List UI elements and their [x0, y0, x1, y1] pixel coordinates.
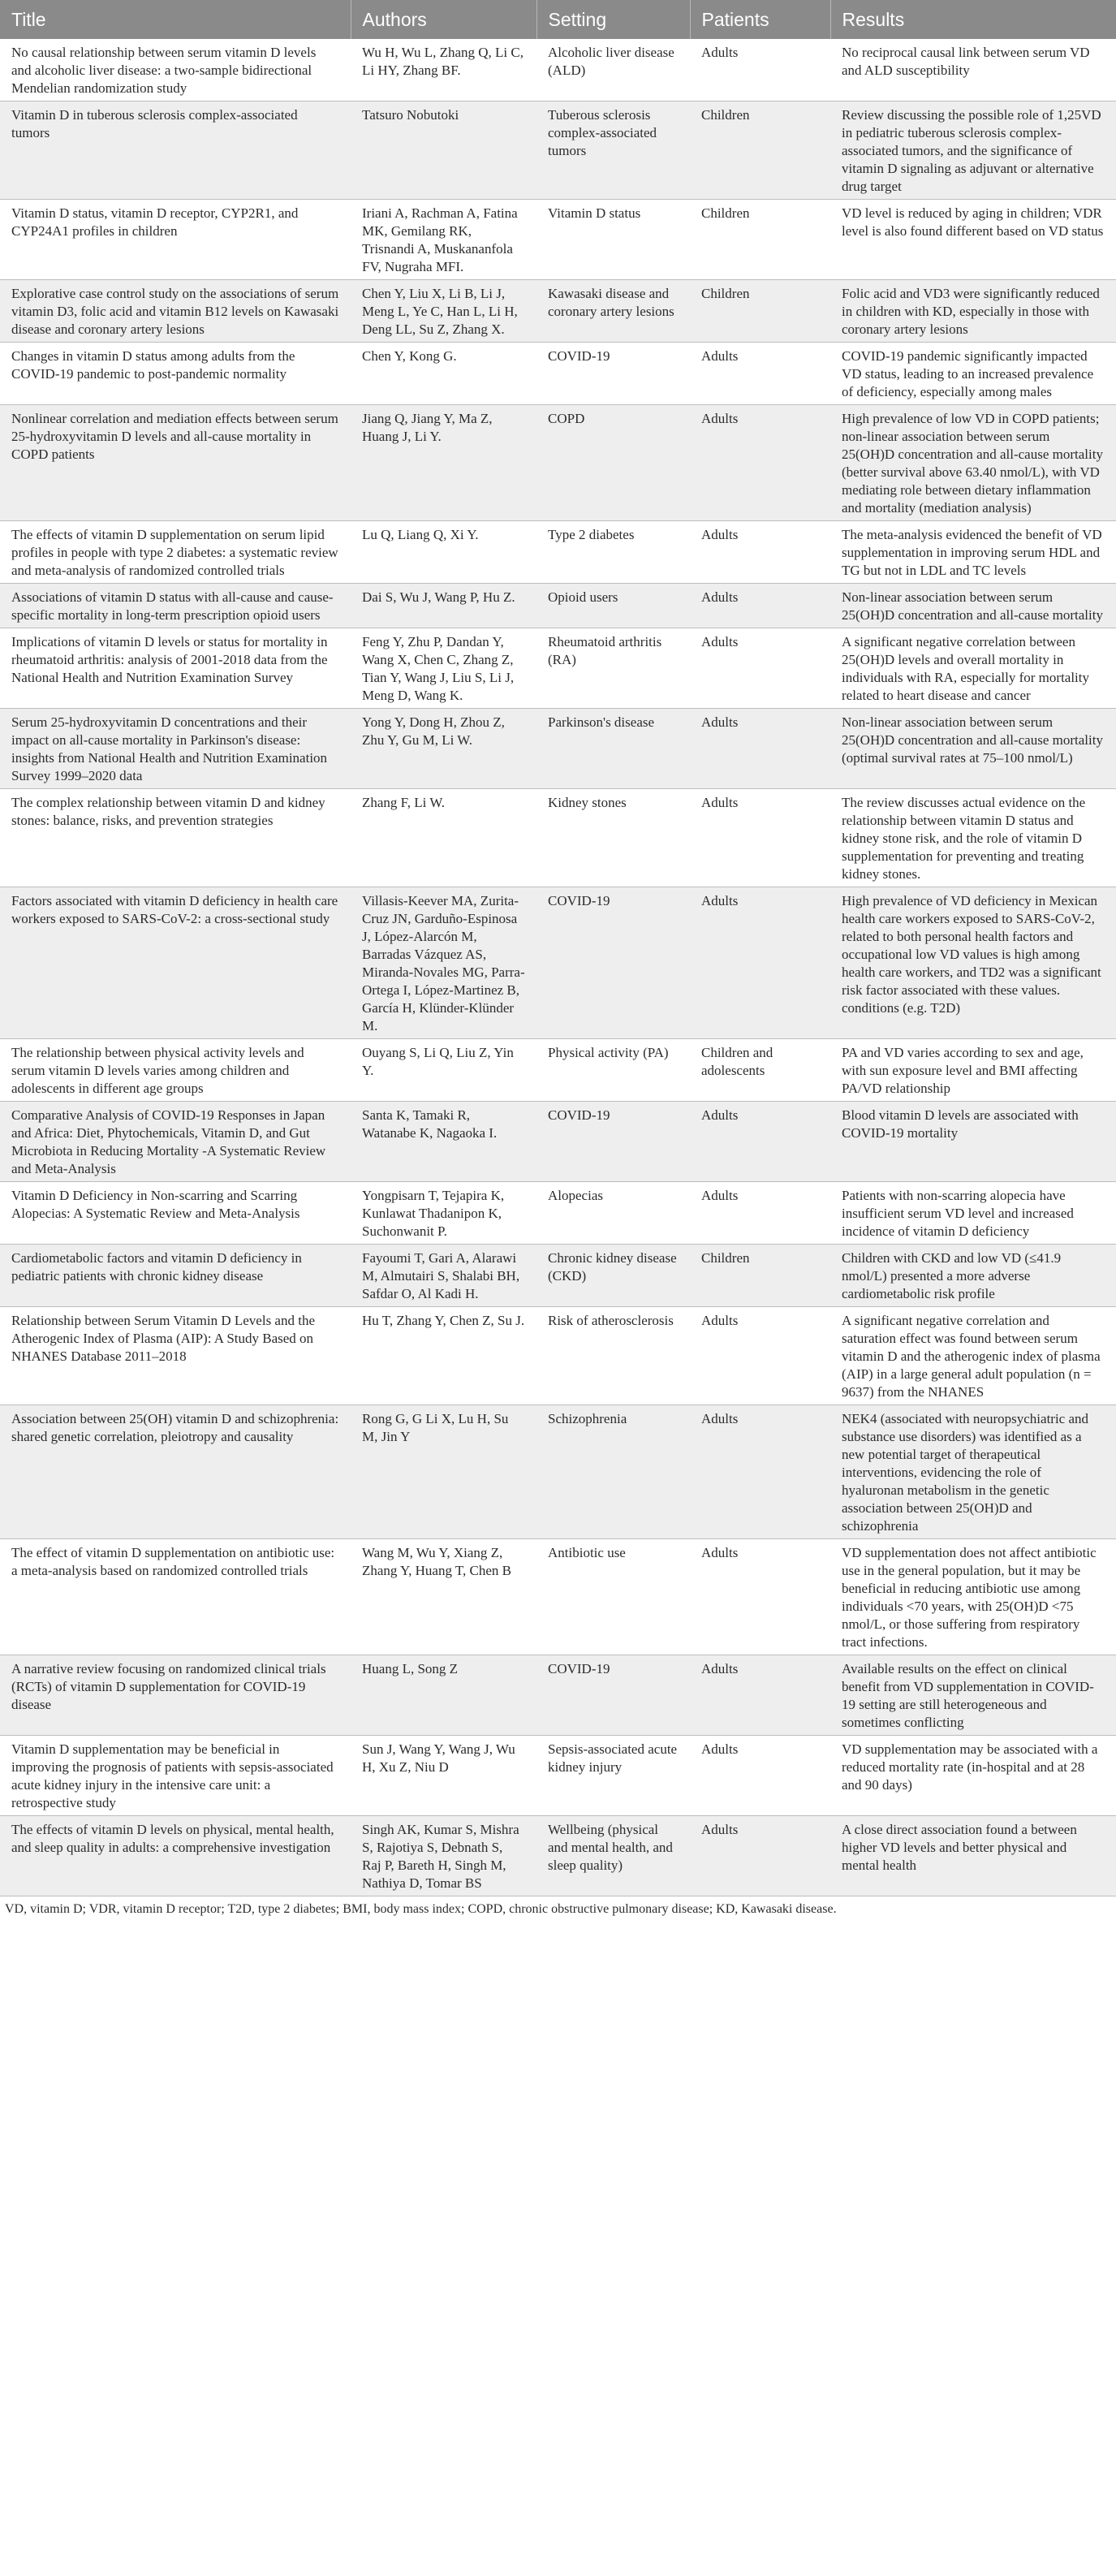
cell-authors: Fayoumi T, Gari A, Alarawi M, Almutairi S, Shalabi BH, Safdar O, Al Kadi H.	[351, 1245, 536, 1307]
cell-patients: Adults	[690, 1405, 830, 1539]
cell-title: The effect of vitamin D supplementation on antibiotic use: a meta-analysis based on randomized controlled trials	[0, 1539, 351, 1655]
cell-results: Non-linear association between serum 25(OH)D concentration and all-cause mortality (optimal survival rates at 75–100 nmol/L)	[830, 709, 1116, 789]
cell-results: Available results on the effect on clinical benefit from VD supplementation in COVID-19 setting are still heterogeneous and sometimes conflicting	[830, 1655, 1116, 1736]
cell-patients: Adults	[690, 1816, 830, 1896]
table-row	[0, 101, 1116, 200]
cell-patients: Adults	[690, 1736, 830, 1816]
cell-results: Children with CKD and low VD (≤41.9 nmol/L) presented a more adverse cardiometabolic risk profile	[830, 1245, 1116, 1307]
table-row	[0, 1816, 1116, 1896]
cell-setting: COPD	[536, 405, 690, 521]
cell-setting: Rheumatoid arthritis (RA)	[536, 628, 690, 709]
table-row	[0, 280, 1116, 343]
cell-setting: Sepsis-associated acute kidney injury	[536, 1736, 690, 1816]
cell-results: COVID-19 pandemic significantly impacted VD status, leading to an increased prevalence of deficiency, especially among males	[830, 343, 1116, 405]
cell-patients: Children	[690, 101, 830, 200]
column-header-title: Title	[0, 0, 351, 39]
cell-title: Vitamin D status, vitamin D receptor, CYP2R1, and CYP24A1 profiles in children	[0, 200, 351, 280]
table-row	[0, 789, 1116, 887]
cell-results: Folic acid and VD3 were significantly reduced in children with KD, especially in those with coronary artery lesions	[830, 280, 1116, 343]
cell-title: The effects of vitamin D levels on physical, mental health, and sleep quality in adults: a comprehensive investigation	[0, 1816, 351, 1896]
cell-patients: Adults	[690, 584, 830, 628]
cell-patients: Children	[690, 280, 830, 343]
cell-patients: Adults	[690, 887, 830, 1039]
cell-setting: Opioid users	[536, 584, 690, 628]
cell-setting: Risk of atherosclerosis	[536, 1307, 690, 1405]
cell-title: Factors associated with vitamin D deficiency in health care workers exposed to SARS-CoV-2: a cross-sectional study	[0, 887, 351, 1039]
table-row	[0, 628, 1116, 709]
cell-authors: Yong Y, Dong H, Zhou Z, Zhu Y, Gu M, Li W.	[351, 709, 536, 789]
cell-authors: Villasis-Keever MA, Zurita-Cruz JN, Garduño-Espinosa J, López-Alarcón M, Barradas Vázquez AS, Miranda-Novales MG, Parra-Ortega I, López-Martinez B, García H, Klünder-Klünder M.	[351, 887, 536, 1039]
cell-setting: Schizophrenia	[536, 1405, 690, 1539]
cell-authors: Sun J, Wang Y, Wang J, Wu H, Xu Z, Niu D	[351, 1736, 536, 1816]
table-row	[0, 1405, 1116, 1539]
column-header-authors: Authors	[351, 0, 536, 39]
cell-setting: Alopecias	[536, 1182, 690, 1245]
cell-authors: Tatsuro Nobutoki	[351, 101, 536, 200]
cell-results: A close direct association found a between higher VD levels and better physical and mental health	[830, 1816, 1116, 1896]
cell-patients: Adults	[690, 405, 830, 521]
cell-patients: Children and adolescents	[690, 1039, 830, 1102]
table-row	[0, 39, 1116, 101]
table-row	[0, 405, 1116, 521]
cell-title: Explorative case control study on the associations of serum vitamin D3, folic acid and vitamin B12 levels on Kawasaki disease and coronary artery lesions	[0, 280, 351, 343]
table-row	[0, 1539, 1116, 1655]
cell-results: VD supplementation may be associated with a reduced mortality rate (in-hospital and at 28 and 90 days)	[830, 1736, 1116, 1816]
cell-patients: Adults	[690, 1539, 830, 1655]
cell-setting: Alcoholic liver disease (ALD)	[536, 39, 690, 101]
table-row	[0, 1102, 1116, 1182]
cell-setting: Kawasaki disease and coronary artery lesions	[536, 280, 690, 343]
cell-patients: Adults	[690, 1182, 830, 1245]
cell-results: VD supplementation does not affect antibiotic use in the general population, but it may be beneficial in reducing antibiotic use among individuals <70 years, with 25(OH)D <75 nmol/L, or those suffering from respiratory tract infections.	[830, 1539, 1116, 1655]
cell-authors: Singh AK, Kumar S, Mishra S, Rajotiya S, Debnath S, Raj P, Bareth H, Singh M, Nathiya D, Tomar BS	[351, 1816, 536, 1896]
table-header	[0, 0, 1116, 39]
cell-title: Association between 25(OH) vitamin D and schizophrenia: shared genetic correlation, pleiotropy and causality	[0, 1405, 351, 1539]
cell-title: The complex relationship between vitamin D and kidney stones: balance, risks, and prevention strategies	[0, 789, 351, 887]
cell-authors: Wang M, Wu Y, Xiang Z, Zhang Y, Huang T, Chen B	[351, 1539, 536, 1655]
cell-title: A narrative review focusing on randomized clinical trials (RCTs) of vitamin D supplementation for COVID-19 disease	[0, 1655, 351, 1736]
cell-authors: Wu H, Wu L, Zhang Q, Li C, Li HY, Zhang BF.	[351, 39, 536, 101]
cell-authors: Ouyang S, Li Q, Liu Z, Yin Y.	[351, 1039, 536, 1102]
cell-setting: Vitamin D status	[536, 200, 690, 280]
cell-results: VD level is reduced by aging in children; VDR level is also found different based on VD status	[830, 200, 1116, 280]
table-row	[0, 343, 1116, 405]
cell-patients: Adults	[690, 521, 830, 584]
cell-patients: Adults	[690, 709, 830, 789]
cell-results: Patients with non-scarring alopecia have insufficient serum VD level and increased incidence of vitamin D deficiency	[830, 1182, 1116, 1245]
cell-authors: Zhang F, Li W.	[351, 789, 536, 887]
cell-setting: COVID-19	[536, 1655, 690, 1736]
table-row	[0, 1182, 1116, 1245]
cell-authors: Chen Y, Kong G.	[351, 343, 536, 405]
cell-setting: Kidney stones	[536, 789, 690, 887]
cell-setting: COVID-19	[536, 343, 690, 405]
table-row	[0, 584, 1116, 628]
cell-authors: Santa K, Tamaki R, Watanabe K, Nagaoka I.	[351, 1102, 536, 1182]
cell-title: No causal relationship between serum vitamin D levels and alcoholic liver disease: a two-sample bidirectional Mendelian randomization study	[0, 39, 351, 101]
table-row	[0, 200, 1116, 280]
table-row	[0, 1307, 1116, 1405]
cell-patients: Adults	[690, 343, 830, 405]
cell-authors: Iriani A, Rachman A, Fatina MK, Gemilang RK, Trisnandi A, Muskananfola FV, Nugraha MFI.	[351, 200, 536, 280]
cell-authors: Jiang Q, Jiang Y, Ma Z, Huang J, Li Y.	[351, 405, 536, 521]
table-row	[0, 1655, 1116, 1736]
cell-results: High prevalence of VD deficiency in Mexican health care workers exposed to SARS-CoV-2, related to both personal health factors and occupational low VD values is high among health care workers, and TD2 was a significant risk factor associated with these values. conditions (e.g. T2D)	[830, 887, 1116, 1039]
cell-title: Cardiometabolic factors and vitamin D deficiency in pediatric patients with chronic kidney disease	[0, 1245, 351, 1307]
cell-setting: Type 2 diabetes	[536, 521, 690, 584]
cell-title: Comparative Analysis of COVID-19 Responses in Japan and Africa: Diet, Phytochemicals, Vitamin D, and Gut Microbiota in Reducing Mortality -A Systematic Review and Meta-Analysis	[0, 1102, 351, 1182]
cell-title: Vitamin D Deficiency in Non-scarring and Scarring Alopecias: A Systematic Review and Meta-Analysis	[0, 1182, 351, 1245]
cell-setting: COVID-19	[536, 1102, 690, 1182]
cell-title: Vitamin D supplementation may be beneficial in improving the prognosis of patients with sepsis-associated acute kidney injury in the intensive care unit: a retrospective study	[0, 1736, 351, 1816]
cell-results: High prevalence of low VD in COPD patients; non-linear association between serum 25(OH)D concentration and all-cause mortality (better survival above 63.40 nmol/L), with VD mediating role between dietary inflammation and mortality (mediation analysis)	[830, 405, 1116, 521]
cell-results: No reciprocal causal link between serum VD and ALD susceptibility	[830, 39, 1116, 101]
cell-authors: Yongpisarn T, Tejapira K, Kunlawat Thadanipon K, Suchonwanit P.	[351, 1182, 536, 1245]
cell-authors: Hu T, Zhang Y, Chen Z, Su J.	[351, 1307, 536, 1405]
cell-results: Non-linear association between serum 25(OH)D concentration and all-cause mortality	[830, 584, 1116, 628]
cell-setting: Chronic kidney disease (CKD)	[536, 1245, 690, 1307]
column-header-results: Results	[830, 0, 1116, 39]
cell-patients: Adults	[690, 789, 830, 887]
cell-authors: Rong G, G Li X, Lu H, Su M, Jin Y	[351, 1405, 536, 1539]
table-row	[0, 709, 1116, 789]
table-row	[0, 887, 1116, 1039]
cell-patients: Children	[690, 200, 830, 280]
column-header-patients: Patients	[690, 0, 830, 39]
cell-setting: Parkinson's disease	[536, 709, 690, 789]
cell-patients: Children	[690, 1245, 830, 1307]
cell-title: Serum 25-hydroxyvitamin D concentrations and their impact on all-cause mortality in Parkinson's disease: insights from National Health and Nutrition Examination Survey 1999–2020 data	[0, 709, 351, 789]
cell-patients: Adults	[690, 39, 830, 101]
cell-results: The review discusses actual evidence on the relationship between vitamin D status and kidney stone risk, and the role of vitamin D supplementation for preventing and treating kidney stones.	[830, 789, 1116, 887]
cell-results: Review discussing the possible role of 1,25VD in pediatric tuberous sclerosis complex-associated tumors, and the significance of vitamin D signaling as adjuvant or alternative drug target	[830, 101, 1116, 200]
cell-patients: Adults	[690, 1102, 830, 1182]
cell-setting: Tuberous sclerosis complex-associated tumors	[536, 101, 690, 200]
cell-title: Implications of vitamin D levels or status for mortality in rheumatoid arthritis: analysis of 2001-2018 data from the National Health and Nutrition Examination Survey	[0, 628, 351, 709]
cell-authors: Chen Y, Liu X, Li B, Li J, Meng L, Ye C, Han L, Li H, Deng LL, Su Z, Zhang X.	[351, 280, 536, 343]
cell-title: The relationship between physical activity levels and serum vitamin D levels varies among children and adolescents in different age groups	[0, 1039, 351, 1102]
header-row	[0, 0, 1116, 39]
cell-setting: Antibiotic use	[536, 1539, 690, 1655]
cell-authors: Huang L, Song Z	[351, 1655, 536, 1736]
cell-results: Blood vitamin D levels are associated with COVID-19 mortality	[830, 1102, 1116, 1182]
cell-patients: Adults	[690, 1307, 830, 1405]
cell-results: NEK4 (associated with neuropsychiatric and substance use disorders) was identified as a new potential target of therapeutical interventions, evidencing the role of hyaluronan metabolism in the genetic association between 25(OH)D and schizophrenia	[830, 1405, 1116, 1539]
cell-authors: Dai S, Wu J, Wang P, Hu Z.	[351, 584, 536, 628]
cell-results: PA and VD varies according to sex and age, with sun exposure level and BMI affecting PA/VD relationship	[830, 1039, 1116, 1102]
cell-authors: Feng Y, Zhu P, Dandan Y, Wang X, Chen C, Zhang Z, Tian Y, Wang J, Liu S, Li J, Meng D, Wang K.	[351, 628, 536, 709]
cell-patients: Adults	[690, 1655, 830, 1736]
table-row	[0, 521, 1116, 584]
cell-title: Associations of vitamin D status with all-cause and cause-specific mortality in long-term prescription opioid users	[0, 584, 351, 628]
table-row	[0, 1039, 1116, 1102]
table-body	[0, 39, 1116, 1896]
table-footnote: VD, vitamin D; VDR, vitamin D receptor; T2D, type 2 diabetes; BMI, body mass index; COPD, chronic obstructive pulmonary disease; KD, Kawasaki disease.	[5, 1902, 837, 1916]
table-row	[0, 1736, 1116, 1816]
cell-results: A significant negative correlation and saturation effect was found between serum vitamin D and the atherogenic index of plasma (AIP) in a large general adult population (n = 9637) from the NHANES	[830, 1307, 1116, 1405]
cell-authors: Lu Q, Liang Q, Xi Y.	[351, 521, 536, 584]
cell-title: Vitamin D in tuberous sclerosis complex-associated tumors	[0, 101, 351, 200]
cell-title: Relationship between Serum Vitamin D Levels and the Atherogenic Index of Plasma (AIP): A Study Based on NHANES Database 2011–2018	[0, 1307, 351, 1405]
cell-title: Nonlinear correlation and mediation effects between serum 25-hydroxyvitamin D levels and all-cause mortality in COPD patients	[0, 405, 351, 521]
cell-results: The meta-analysis evidenced the benefit of VD supplementation in improving serum HDL and TG but not in LDL and TC levels	[830, 521, 1116, 584]
cell-title: The effects of vitamin D supplementation on serum lipid profiles in people with type 2 diabetes: a systematic review and meta-analysis of randomized controlled trials	[0, 521, 351, 584]
cell-patients: Adults	[690, 628, 830, 709]
cell-setting: Physical activity (PA)	[536, 1039, 690, 1102]
cell-title: Changes in vitamin D status among adults from the COVID-19 pandemic to post-pandemic normality	[0, 343, 351, 405]
column-header-setting: Setting	[536, 0, 690, 39]
cell-setting: Wellbeing (physical and mental health, and sleep quality)	[536, 1816, 690, 1896]
cell-results: A significant negative correlation between 25(OH)D levels and overall mortality in individuals with RA, especially for mortality related to heart disease and cancer	[830, 628, 1116, 709]
cell-setting: COVID-19	[536, 887, 690, 1039]
table-row	[0, 1245, 1116, 1307]
